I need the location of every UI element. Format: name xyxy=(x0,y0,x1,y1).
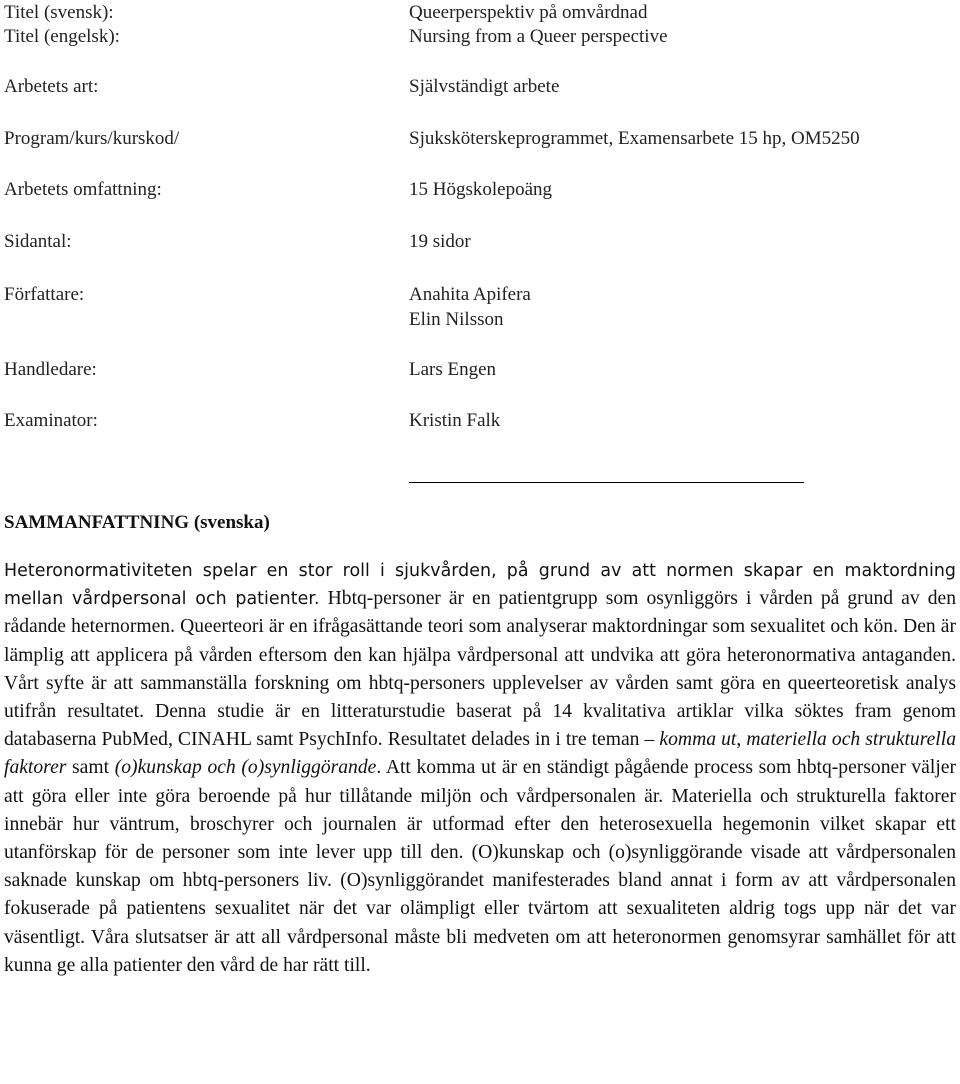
abstract-theme: materiella och strukturella faktorer xyxy=(4,729,956,779)
abstract-sentence: Den är lämplig att applicera på vården eftersom den kan hjälpa vårdpersonal att undvika att göra heteronormativa antaganden. Vårt syfte är att sammanställa forskning om hbtq-personers upplevelser av vården samt göra en queerteoretisk analys utifrån resultatet. xyxy=(4,616,956,723)
abstract-text: . xyxy=(376,757,382,779)
abstract-text: samt xyxy=(66,757,115,779)
abstract-sentence: Hbtq-personer är en patientgrupp som osynliggörs i vården på grund av den rådande heternormen. xyxy=(4,588,956,638)
supervisor-value: Lars Engen xyxy=(409,359,497,380)
examiner-label: Examinator: xyxy=(4,410,98,431)
scope-label: Arbetets omfattning: xyxy=(4,179,162,200)
authors-values xyxy=(409,282,531,332)
abstract-sentence: Denna studie är en litteraturstudie baserat på 14 kvalitativa artiklar vilka söktes fram genom databaserna PubMed, CINAHL samt PsychInfo. Resultatet delades in i tre teman – xyxy=(4,701,956,751)
author-name: Elin Nilsson xyxy=(409,309,504,330)
title-english-value: Nursing from a Queer perspective xyxy=(409,26,668,47)
work-type-value: Självständigt arbete xyxy=(409,76,560,97)
pages-label: Sidantal: xyxy=(4,231,72,252)
title-swedish-label: Titel (svensk): xyxy=(4,2,114,23)
examiner-value: Kristin Falk xyxy=(409,410,501,431)
abstract-theme: (o)kunskap och (o)synliggörande xyxy=(114,757,377,779)
section-divider xyxy=(409,482,804,483)
title-swedish-value: Queerperspektiv på omvårdnad xyxy=(409,2,648,23)
abstract-text: , xyxy=(736,729,747,751)
scope-value: 15 Högskolepoäng xyxy=(409,179,553,200)
title-english-label: Titel (engelsk): xyxy=(4,26,120,47)
pages-value: 19 sidor xyxy=(409,231,471,252)
abstract-sentence: Queerteori är en ifrågasättande teori som analyserar maktordningar som sexualitet och kön. xyxy=(175,616,898,638)
authors-label: Författare: xyxy=(4,284,85,305)
abstract-theme: komma ut xyxy=(659,729,737,751)
abstract-heading: SAMMANFATTNING (svenska) xyxy=(4,512,270,533)
work-type-label: Arbetets art: xyxy=(4,76,99,97)
abstract-sentence: Att komma ut är en ständigt pågående process som hbtq-personer väljer att göra eller inte göra beroende på hur tillåtande miljön och vårdpersonalen är. Materiella och strukturella faktorer innebär hur väntrum, broschyrer och journalen är utformad efter den heterosexuella hegemonin vilket skapar ett utanförskap för de personer som inte lever upp till den. (O)kunskap och (o)synliggörande visade att vårdpersonalen saknade kunskap om hbtq-personers liv. (O)synliggörandet manifesterades bland annat i form av att vårdpersonalen fokuserade på patientens sexualitet när det var olämpligt eller tvärtom att sexualiteten aldrig togs upp när det var väsentligt. Våra slutsatser är att all vårdpersonal måste bli medveten om att heteronormen genomsyrar samhället för att kunna ge alla patienter den vård de har rätt till. xyxy=(4,757,956,976)
abstract-sentence: Heteronormativiteten spelar en stor roll i sjukvården, på grund av att normen skapar en maktordning mellan vårdpersonal och patienter. xyxy=(4,561,956,610)
supervisor-label: Handledare: xyxy=(4,359,97,380)
author-name: Anahita Apifera xyxy=(409,284,531,305)
abstract-body xyxy=(4,557,956,980)
program-label: Program/kurs/kurskod/ xyxy=(4,128,180,149)
program-value: Sjuksköterskeprogrammet, Examensarbete 15 hp, OM5250 xyxy=(409,128,860,149)
abstract-section xyxy=(4,511,956,980)
